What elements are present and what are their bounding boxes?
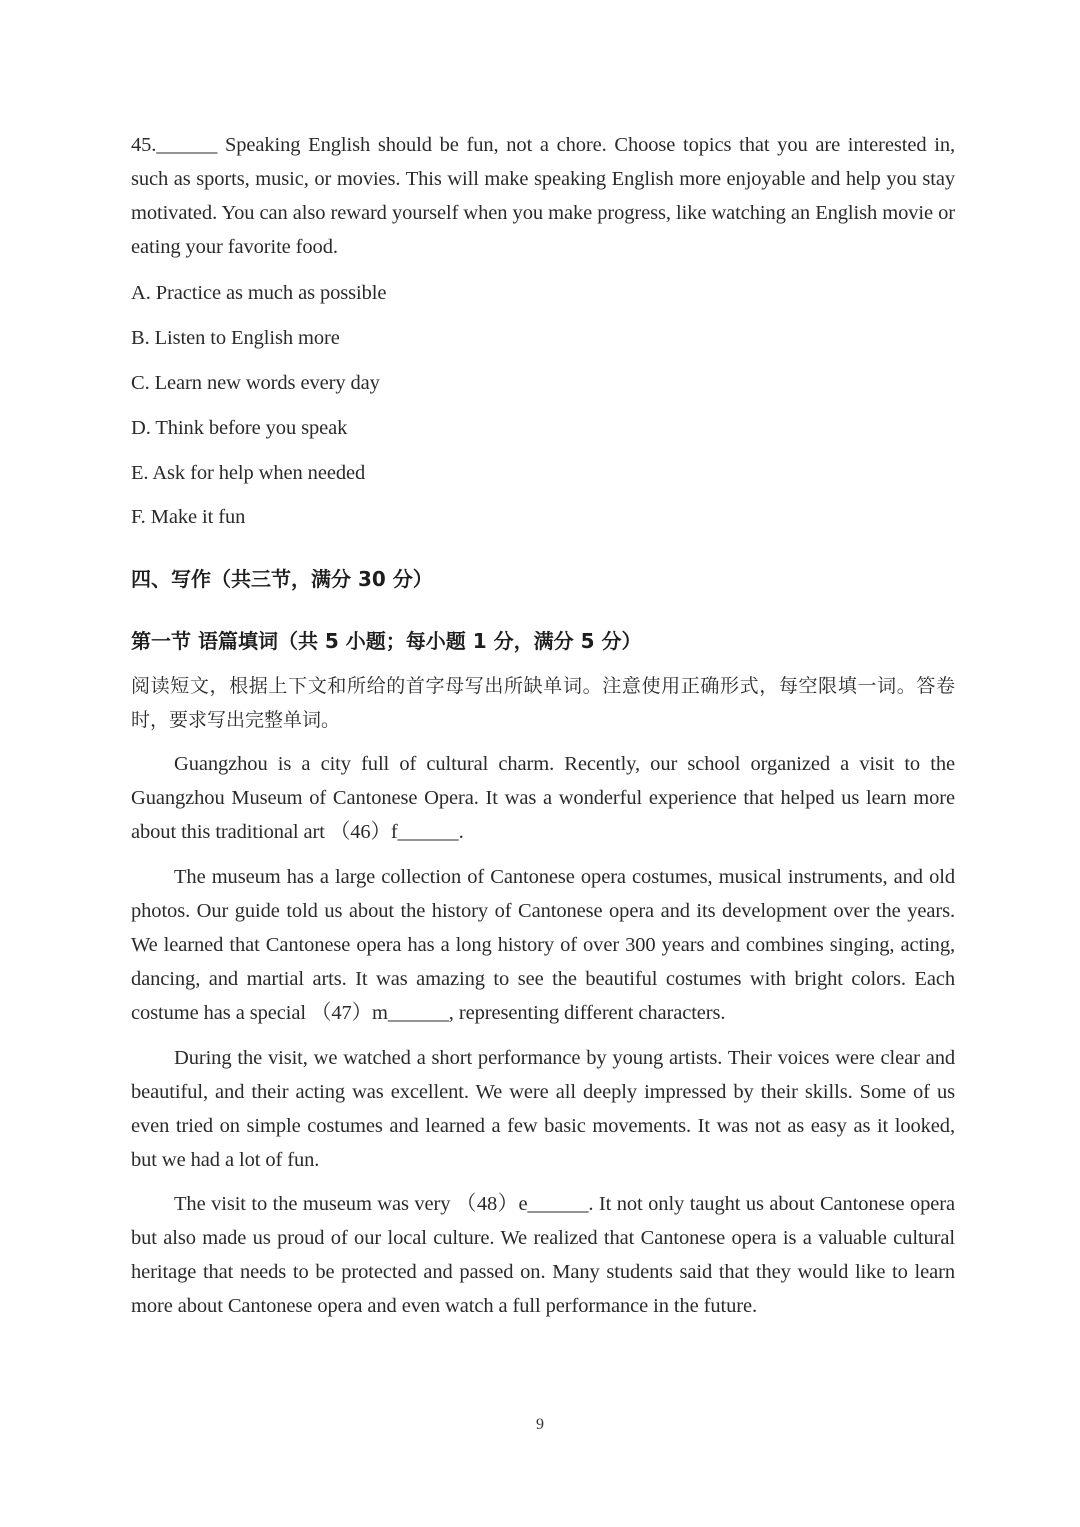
passage-paragraph-4: The visit to the museum was very （48）e______. It not only taught us about Cantonese opera but also made us proud of our local culture. We realized that Cantonese opera is a valuable cultural heritage that needs to be protected and passed on. Many students said that they would like to learn more about Cantonese opera and even watch a full performance in the future. [131,1193,955,1317]
instructions: 阅读短文，根据上下文和所给的首字母写出所缺单词。注意使用正确形式，每空限填一词。答卷时，要求写出完整单词。 [131,675,955,731]
passage-paragraph-1: Guangzhou is a city full of cultural charm. Recently, our school organized a visit to the Guangzhou Museum of Cantonese Opera. It was a wonderful experience that helped us learn more about this traditional art （46）f______. [131,753,955,843]
subsection-title: 第一节 语篇填词（共 5 小题；每小题 1 分，满分 5 分） [131,629,642,653]
page-number: 9 [536,1416,544,1433]
option-e: E. Ask for help when needed [131,462,366,484]
option-a: A. Practice as much as possible [131,282,387,304]
passage-paragraph-2: The museum has a large collection of Cantonese opera costumes, musical instruments, and old photos. Our guide told us about the history of Cantonese opera and its development over the years. We learned that Cantonese opera has a long history of over 300 years and combines singing, acting, dancing, and martial arts. It was amazing to see the beautiful costumes with bright colors. Each costume has a special （47）m______, representing different characters. [131,866,955,1024]
option-d: D. Think before you speak [131,417,348,439]
passage-paragraph-3: During the visit, we watched a short performance by young artists. Their voices were clear and beautiful, and their acting was excellent. We were all deeply impressed by their skills. Some of us even tried on simple costumes and learned a few basic movements. It was not as easy as it looked, but we had a lot of fun. [131,1047,955,1171]
option-c: C. Learn new words every day [131,372,380,394]
option-f: F. Make it fun [131,506,246,528]
section-title: 四、写作（共三节，满分 30 分） [131,567,433,591]
question-45-paragraph: 45.______ Speaking English should be fun, not a chore. Choose topics that you are interested in, such as sports, music, or movies. This will make speaking English more enjoyable and help you stay motivated. You can also reward yourself when you make progress, like watching an English movie or eating your favorite food. [131,134,955,258]
option-b: B. Listen to English more [131,327,340,349]
